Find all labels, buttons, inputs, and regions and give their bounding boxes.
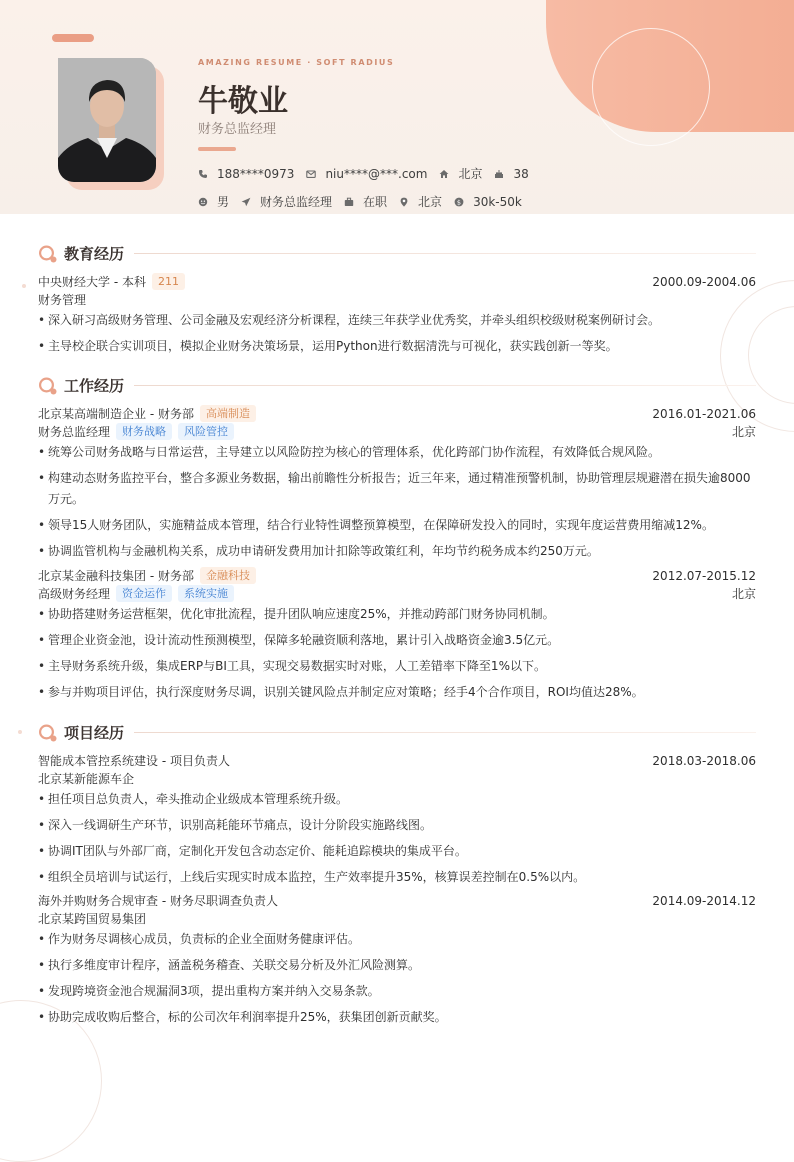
job-title: 财务总监经理 [198, 122, 277, 137]
list-item: • 执行多维度审计程序，涵盖税务稽查、关联交易分析及外汇风险测算。 [38, 955, 756, 976]
cake-icon [494, 169, 504, 179]
job-role: 财务总监经理 [38, 425, 111, 439]
profile-target-role: 财务总监经理 [241, 193, 332, 210]
avatar-photo [58, 58, 156, 182]
accent-bar [52, 34, 94, 42]
send-icon [241, 197, 251, 207]
job-header-row [38, 405, 756, 422]
phone-icon [198, 169, 208, 179]
job-date: 2012.07-2015.12 [652, 568, 756, 583]
job-city: 北京 [731, 425, 756, 439]
list-item: • 主导财务系统升级，集成ERP与BI工具，实现交易数据实时对账，人工差错率下降至1%以下。 [38, 656, 756, 677]
section-education [38, 243, 756, 264]
list-item: • 构建动态财务监控平台，整合多源业务数据，输出前瞻性分析报告；近三年来，通过精准预警机制，协助管理层规避潜在损失逾8000万元。 [38, 468, 756, 510]
list-item: • 协调IT团队与外部厂商，定制化开发包含动态定价、能耗追踪模块的集成平台。 [38, 841, 756, 862]
resume-header [0, 0, 794, 214]
list-item: • 统筹公司财务战略与日常运营，主导建立以风险防控为核心的管理体系，优化跨部门协作流程，有效降低合规风险。 [38, 442, 756, 463]
section-divider [134, 732, 756, 733]
project-org: 北京某新能源车企 [38, 772, 135, 786]
contact-age: 38 [494, 167, 528, 181]
section-search-icon [38, 244, 58, 264]
section-projects [38, 722, 756, 743]
header-decor-circle [592, 28, 710, 146]
education-header-row [38, 273, 756, 290]
contact-home-city: 北京 [439, 165, 482, 182]
role-tag: 财务战略 [116, 423, 172, 440]
section-title: 教育经历 [64, 245, 125, 263]
list-item: • 深入研习高级财务管理、公司金融及宏观经济分析课程，连续三年获学业优秀奖，并牵头组织校级财税案例研讨会。 [38, 310, 756, 331]
list-item: • 协调监管机构与金融机构关系，成功申请研发费用加计扣除等政策红利，年均节约税务成本约250万元。 [38, 541, 756, 562]
list-item: • 深入一线调研生产环节，识别高耗能环节痛点，设计分阶段实施路线图。 [38, 815, 756, 836]
role-tag: 风险管控 [178, 423, 234, 440]
list-item: • 主导校企联合实训项目，模拟企业财务决策场景，运用Python进行数据清洗与可视化，获实践创新一等奖。 [38, 336, 756, 357]
project-title: 智能成本管控系统建设 - 项目负责人 [38, 754, 230, 768]
decor-dot [18, 730, 22, 734]
list-item: • 组织全员培训与试运行，上线后实现实时成本监控，生产效率提升35%，核算误差控制在0.5%以内。 [38, 867, 756, 888]
job-city: 北京 [731, 587, 756, 601]
contact-phone: 188****0973 [198, 167, 294, 181]
contact-row [198, 165, 541, 182]
list-item: • 协助搭建财务运营框架，优化审批流程，提升团队响应速度25%，并推动跨部门财务协同机制。 [38, 604, 756, 625]
project-header-row [38, 892, 756, 909]
company-tag: 金融科技 [200, 567, 256, 584]
role-tag: 系统实施 [178, 585, 234, 602]
list-item: • 作为财务尽调核心成员，负责标的企业全面财务健康评估。 [38, 929, 756, 950]
section-search-icon [38, 376, 58, 396]
profile-location: 北京 [399, 193, 442, 210]
profile-gender: 男 [198, 193, 229, 210]
job-date: 2016.01-2021.06 [652, 406, 756, 421]
school-tag: 211 [152, 273, 185, 290]
section-divider [134, 385, 756, 386]
svg-text:$: $ [456, 197, 462, 206]
section-divider [134, 253, 756, 254]
candidate-name: 牛敬业 [198, 84, 288, 119]
section-search-icon [38, 723, 58, 743]
profile-status: 在职 [344, 193, 387, 210]
project-header-row [38, 752, 756, 769]
gender-icon [198, 197, 208, 207]
project-date: 2014.09-2014.12 [652, 893, 756, 908]
company-tag: 高端制造 [200, 405, 256, 422]
list-item: • 管理企业资金池，设计流动性预测模型，保障多轮融资顺利落地，累计引入战略资金逾3.5亿元。 [38, 630, 756, 651]
profile-row [198, 193, 534, 210]
job-header-row [38, 567, 756, 584]
location-pin-icon [399, 197, 409, 207]
project-org: 北京某跨国贸易集团 [38, 912, 147, 926]
job-role: 高级财务经理 [38, 587, 111, 601]
contact-email: niu****@***.com [306, 167, 427, 181]
school-name: 中央财经大学 - 本科 [38, 275, 146, 289]
project-title: 海外并购财务合规审查 - 财务尽职调查负责人 [38, 894, 278, 908]
title-underline [198, 147, 236, 151]
role-tag: 资金运作 [116, 585, 172, 602]
list-item: • 担任项目总负责人，牵头推动企业级成本管理系统升级。 [38, 789, 756, 810]
list-item: • 参与并购项目评估，执行深度财务尽调，识别关键风险点并制定应对策略；经手4个合作项目，ROI均值达28%。 [38, 682, 756, 703]
education-date: 2000.09-2004.06 [652, 274, 756, 289]
section-title: 项目经历 [64, 724, 125, 742]
profile-salary: $ 30k-50k [454, 195, 522, 209]
list-item: • 发现跨境资金池合规漏洞3项，提出重构方案并纳入交易条款。 [38, 981, 756, 1002]
job-role-row [38, 585, 756, 602]
project-date: 2018.03-2018.06 [652, 753, 756, 768]
home-icon [439, 169, 449, 179]
section-work [38, 375, 756, 396]
avatar [58, 58, 164, 188]
resume-eyebrow: AMAZING RESUME · SOFT RADIUS [198, 58, 395, 67]
decor-dot [22, 284, 26, 288]
company-name: 北京某金融科技集团 - 财务部 [38, 569, 194, 583]
briefcase-icon [344, 197, 354, 207]
mail-icon [306, 169, 316, 179]
education-major: 财务管理 [38, 293, 87, 307]
salary-icon [454, 197, 464, 207]
list-item: • 协助完成收购后整合，标的公司次年利润率提升25%，获集团创新贡献奖。 [38, 1007, 756, 1028]
company-name: 北京某高端制造企业 - 财务部 [38, 407, 194, 421]
section-title: 工作经历 [64, 377, 125, 395]
list-item: • 领导15人财务团队，实施精益成本管理，结合行业特性调整预算模型，在保障研发投入的同时，实现年度运营费用缩减12%。 [38, 515, 756, 536]
job-role-row [38, 423, 756, 440]
